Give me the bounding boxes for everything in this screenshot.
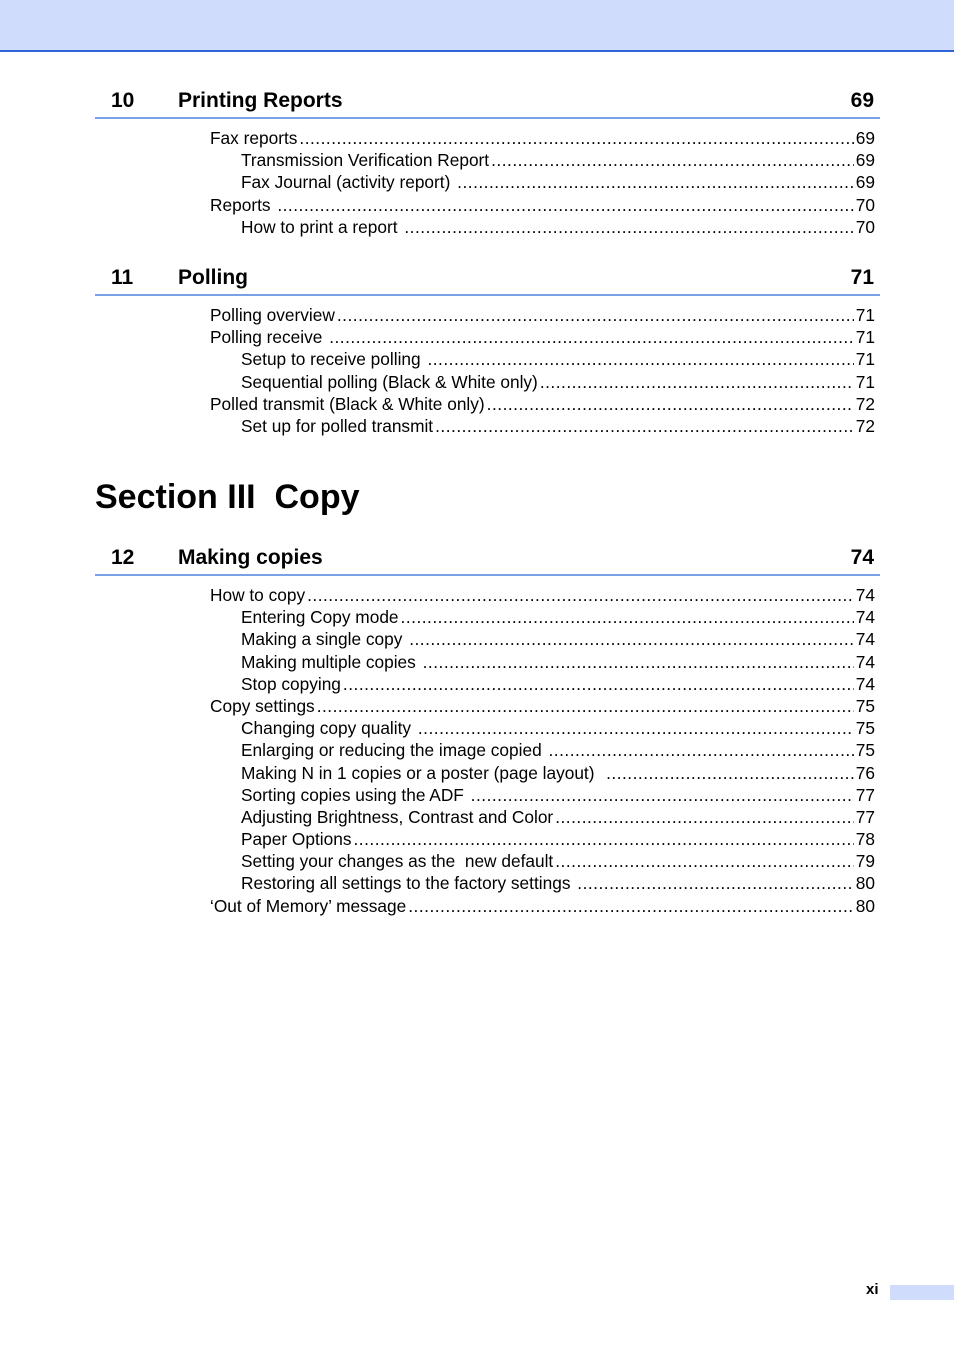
entry-title: Fax reports — [210, 128, 298, 148]
toc-entry[interactable] — [241, 415, 875, 437]
dot-leader — [549, 739, 854, 761]
page-number: xi — [866, 1281, 879, 1298]
entry-title: Adjusting Brightness, Contrast and Color — [241, 806, 554, 827]
entry-page: 80 — [855, 895, 875, 916]
toc-entry[interactable] — [241, 628, 875, 650]
chapter-heading[interactable] — [95, 267, 880, 296]
dot-leader — [423, 651, 854, 673]
entry-title: How to copy — [210, 585, 306, 605]
entry-title: Stop copying — [241, 673, 341, 694]
dot-leader — [487, 393, 854, 415]
entry-title: Reports — [210, 194, 276, 215]
entry-page: 78 — [855, 829, 875, 850]
entry-page: 77 — [855, 806, 875, 827]
toc-entry[interactable] — [241, 828, 875, 850]
toc-entry[interactable] — [210, 194, 875, 216]
toc-entry[interactable] — [241, 348, 875, 370]
header-band — [0, 0, 954, 52]
entry-title: Sequential polling (Black & White only) — [241, 371, 538, 392]
entry-title: Copy settings — [210, 695, 315, 716]
entry-page: 69 — [855, 150, 875, 171]
toc-entry[interactable] — [210, 695, 875, 717]
entry-title: How to print a report — [241, 216, 403, 237]
entry-title: Polling overview — [210, 305, 335, 325]
entry-page: 72 — [855, 393, 875, 414]
chapter-number: 12 — [111, 546, 135, 569]
section-label: Section III — [95, 478, 256, 516]
entry-page: 70 — [855, 194, 875, 215]
entry-page: 74 — [855, 607, 875, 628]
section-name: Copy — [274, 478, 360, 516]
dot-leader — [577, 872, 853, 894]
chapter-title: Making copies — [178, 546, 323, 569]
toc-entry[interactable] — [241, 216, 875, 238]
entry-title: Making multiple copies — [241, 651, 421, 672]
toc-entries — [95, 127, 880, 238]
toc-entry[interactable] — [241, 872, 875, 894]
toc-entry[interactable] — [210, 393, 875, 415]
entry-page: 79 — [855, 851, 875, 872]
dot-leader — [606, 762, 854, 784]
toc-entry[interactable] — [241, 850, 875, 872]
entry-page: 74 — [855, 585, 875, 605]
chapter-title: Printing Reports — [178, 89, 343, 112]
dot-leader — [491, 149, 854, 171]
dot-leader — [471, 784, 854, 806]
entry-page: 76 — [855, 762, 875, 783]
dot-leader — [404, 216, 853, 238]
entry-page: 71 — [855, 371, 875, 392]
entry-title: Setup to receive polling — [241, 349, 426, 370]
dot-leader — [353, 828, 853, 850]
dot-leader — [418, 717, 854, 739]
entry-page: 69 — [855, 172, 875, 193]
chapter-12 — [95, 547, 880, 917]
entry-title: Transmission Verification Report — [241, 150, 490, 171]
entry-title: Fax Journal (activity report) — [241, 172, 456, 193]
entry-page: 75 — [855, 740, 875, 761]
entry-title: Sorting copies using the ADF — [241, 784, 469, 805]
chapter-title: Polling — [178, 266, 248, 289]
dot-leader — [307, 584, 854, 606]
dot-leader — [317, 695, 854, 717]
toc-entry[interactable] — [241, 371, 875, 393]
entry-title: Paper Options — [241, 829, 352, 850]
entry-title: Setting your changes as the new default — [241, 851, 554, 872]
toc-entry[interactable] — [241, 739, 875, 761]
dot-leader — [408, 895, 854, 917]
dot-leader — [540, 371, 854, 393]
entry-page: 71 — [855, 305, 875, 325]
entry-page: 71 — [855, 349, 875, 370]
chapter-page: 69 — [850, 89, 874, 112]
chapter-page: 71 — [850, 266, 874, 289]
dot-leader — [343, 673, 854, 695]
toc-entry[interactable] — [241, 651, 875, 673]
toc-entry[interactable] — [210, 895, 875, 917]
entry-page: 70 — [855, 216, 875, 237]
entry-page: 77 — [855, 784, 875, 805]
toc-entry[interactable] — [241, 806, 875, 828]
toc-entry[interactable] — [241, 784, 875, 806]
chapter-heading[interactable] — [95, 90, 880, 119]
dot-leader — [329, 326, 854, 348]
chapter-number: 11 — [111, 266, 134, 289]
entry-title: Polled transmit (Black & White only) — [210, 393, 485, 414]
entry-title: Making a single copy — [241, 629, 408, 650]
entry-page: 74 — [855, 673, 875, 694]
dot-leader — [555, 850, 854, 872]
dot-leader — [401, 606, 854, 628]
footer-tab — [890, 1285, 954, 1300]
entry-title: Restoring all settings to the factory settings — [241, 873, 576, 894]
toc-entry[interactable] — [241, 762, 875, 784]
dot-leader — [277, 194, 853, 216]
section-title — [95, 478, 360, 516]
entry-title: Changing copy quality — [241, 718, 416, 739]
chapter-11 — [95, 267, 880, 437]
dot-leader — [337, 304, 854, 326]
dot-leader — [427, 348, 853, 370]
toc-entry[interactable] — [241, 171, 875, 193]
toc-entry[interactable] — [241, 606, 875, 628]
toc-entry[interactable] — [210, 326, 875, 348]
toc-entry[interactable] — [210, 127, 875, 149]
entry-title: ‘Out of Memory’ message — [210, 895, 407, 916]
toc-entry[interactable] — [241, 717, 875, 739]
entry-title: Polling receive — [210, 327, 328, 348]
chapter-10 — [95, 90, 880, 238]
entry-title: Enlarging or reducing the image copied — [241, 740, 547, 761]
dot-leader — [435, 415, 854, 437]
toc-entry[interactable] — [241, 149, 875, 171]
dot-leader — [457, 171, 854, 193]
entry-page: 72 — [855, 415, 875, 436]
toc-entry[interactable] — [210, 584, 875, 606]
dot-leader — [555, 806, 854, 828]
entry-page: 74 — [855, 651, 875, 672]
chapter-page: 74 — [850, 546, 874, 569]
entry-page: 71 — [855, 327, 875, 348]
entry-title: Set up for polled transmit — [241, 415, 434, 436]
entry-title: Making N in 1 copies or a poster (page layout) — [241, 762, 605, 783]
entry-title: Entering Copy mode — [241, 607, 399, 628]
toc-entry[interactable] — [210, 304, 875, 326]
toc-entry[interactable] — [241, 673, 875, 695]
chapter-heading[interactable] — [95, 547, 880, 576]
entry-page: 69 — [855, 128, 875, 148]
entry-page: 74 — [855, 629, 875, 650]
entry-page: 75 — [855, 718, 875, 739]
toc-entries — [95, 584, 880, 917]
chapter-number: 10 — [111, 89, 135, 112]
toc-entries — [95, 304, 880, 437]
entry-page: 75 — [855, 695, 875, 716]
dot-leader — [299, 127, 853, 149]
entry-page: 80 — [855, 873, 875, 894]
dot-leader — [409, 628, 854, 650]
